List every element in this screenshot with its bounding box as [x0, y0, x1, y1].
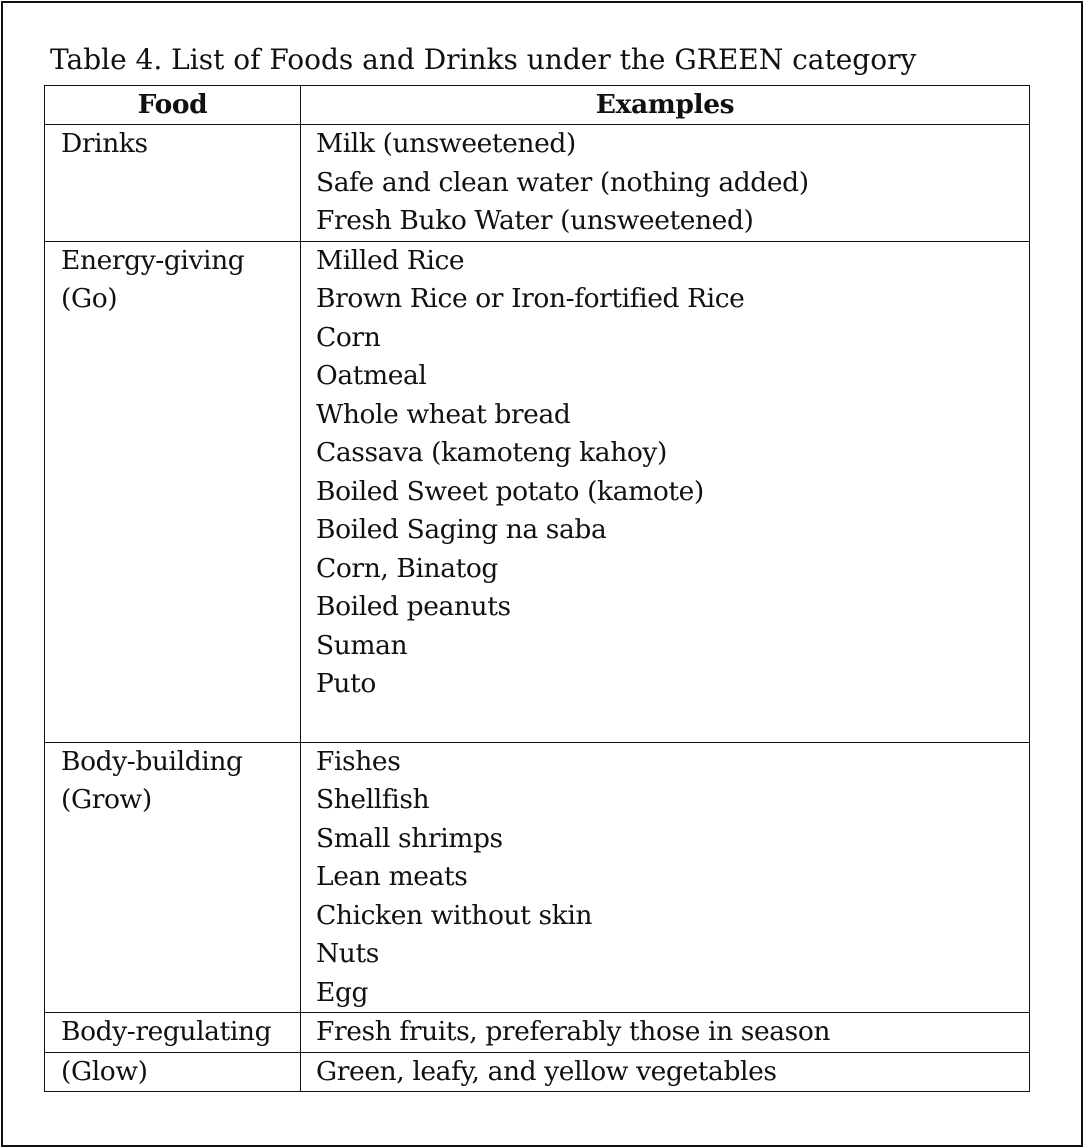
header-examples: Examples	[301, 86, 1030, 125]
food-cell	[45, 1013, 301, 1053]
food-sublabel: (Grow)	[61, 784, 152, 815]
example-item: Milk (unsweetened)	[316, 128, 576, 159]
header-food: Food	[45, 86, 301, 125]
example-item: Brown Rice or Iron-fortified Rice	[316, 283, 745, 314]
table-row-body-building	[45, 742, 1030, 1013]
table-caption: Table 4. List of Foods and Drinks under the GREEN category	[50, 43, 917, 76]
food-label: (Glow)	[61, 1055, 148, 1087]
table-row-drinks	[45, 125, 1030, 242]
example-item: Fresh Buko Water (unsweetened)	[316, 205, 754, 236]
food-cell	[45, 125, 301, 242]
examples-cell	[301, 1052, 1030, 1092]
example-item: Milled Rice	[316, 244, 465, 276]
example-item: Corn	[316, 321, 381, 353]
food-cell	[45, 241, 301, 742]
table-row-energy-giving	[45, 241, 1030, 742]
examples-cell	[301, 742, 1030, 1013]
example-item: Chicken without skin	[316, 899, 593, 931]
table-header-row	[45, 86, 1030, 125]
example-item: Fresh fruits, preferably those in season	[316, 1016, 831, 1047]
example-item: Small shrimps	[316, 822, 503, 854]
example-item: Safe and clean water (nothing added)	[316, 166, 809, 198]
examples-cell	[301, 1013, 1030, 1053]
food-cell	[45, 742, 301, 1013]
example-item: Boiled Saging na saba	[316, 514, 607, 545]
example-item: Fishes	[316, 745, 401, 777]
example-item: Lean meats	[316, 861, 468, 892]
example-item: Boiled Sweet potato (kamote)	[316, 475, 704, 507]
food-label: Drinks	[61, 128, 148, 159]
example-item: Suman	[316, 629, 408, 661]
food-cell	[45, 1052, 301, 1092]
food-label: Body-regulating	[61, 1016, 272, 1047]
examples-cell	[301, 125, 1030, 242]
food-sublabel: (Go)	[61, 283, 118, 314]
example-item: Cassava (kamoteng kahoy)	[316, 437, 667, 468]
example-item: Whole wheat bread	[316, 398, 571, 430]
example-item: Egg	[316, 976, 369, 1008]
example-item: Boiled peanuts	[316, 591, 511, 622]
example-item: Green, leafy, and yellow vegetables	[316, 1055, 777, 1087]
table-row-body-regulating	[45, 1013, 1030, 1053]
table-row-glow	[45, 1052, 1030, 1092]
food-label: Body-building	[61, 745, 243, 777]
example-item: Oatmeal	[316, 360, 427, 391]
example-item: Nuts	[316, 938, 379, 969]
example-item: Shellfish	[316, 784, 430, 815]
example-item: Puto	[316, 668, 376, 699]
food-label: Energy-giving	[61, 244, 245, 276]
examples-cell	[301, 241, 1030, 742]
example-item: Corn, Binatog	[316, 552, 498, 584]
food-table	[44, 85, 1030, 1092]
